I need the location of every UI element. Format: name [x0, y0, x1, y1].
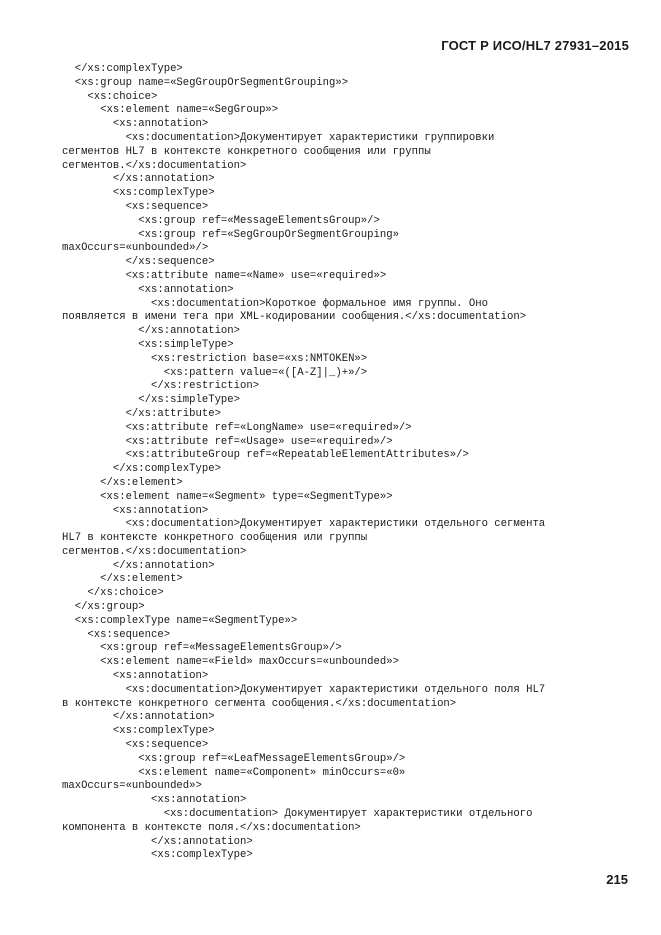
code-line: <xs:sequence>	[62, 739, 209, 752]
code-line: </xs:simpleType>	[62, 394, 241, 407]
code-line: <xs:documentation>Короткое формальное имя группы. Оно	[62, 297, 488, 310]
code-line: </xs:annotation>	[62, 559, 215, 572]
code-line: <xs:group ref=«LeafMessageElementsGroup»/>	[62, 752, 406, 765]
code-line: <xs:documentation>Документирует характеристики отдельного поля HL7	[62, 683, 546, 696]
document-header: ГОСТ Р ИСО/HL7 27931–2015	[441, 38, 629, 53]
code-line: maxOccurs=«unbounded»>	[62, 780, 202, 793]
code-line: <xs:complexType>	[62, 187, 215, 200]
code-line: <xs:group ref=«MessageElementsGroup»/>	[62, 642, 342, 655]
code-line: <xs:sequence>	[62, 628, 171, 641]
code-line: <xs:annotation>	[62, 504, 209, 517]
code-line: <xs:element name=«Component» minOccurs=«0»	[62, 766, 406, 779]
code-line: <xs:attributeGroup ref=«RepeatableElementAttributes»/>	[62, 449, 469, 462]
code-line: <xs:annotation>	[62, 283, 234, 296]
page-number: 215	[606, 872, 628, 887]
code-line: </xs:annotation>	[62, 835, 253, 848]
code-line: компонента в контексте поля.</xs:documentation>	[62, 821, 361, 834]
code-line: <xs:group ref=«MessageElementsGroup»/>	[62, 214, 380, 227]
code-line: </xs:element>	[62, 573, 183, 586]
code-line: <xs:choice>	[62, 90, 158, 103]
code-line: <xs:restriction base=«xs:NMTOKEN»>	[62, 352, 368, 365]
code-line: maxOccurs=«unbounded»/>	[62, 242, 209, 255]
code-line: в контексте конкретного сегмента сообщения.</xs:documentation>	[62, 697, 457, 710]
code-line: </xs:element>	[62, 476, 183, 489]
code-line: <xs:attribute ref=«Usage» use=«required»/>	[62, 435, 393, 448]
code-line: <xs:annotation>	[62, 794, 247, 807]
code-line: появляется в имени тега при XML-кодировании сообщения.</xs:documentation>	[62, 311, 527, 324]
code-line: </xs:annotation>	[62, 325, 241, 338]
code-line: сегментов.</xs:documentation>	[62, 159, 247, 172]
code-line: <xs:attribute ref=«LongName» use=«required»/>	[62, 421, 412, 434]
code-line: сегментов HL7 в контексте конкретного сообщения или группы	[62, 145, 431, 158]
code-line: <xs:attribute name=«Name» use=«required»>	[62, 269, 387, 282]
code-line: <xs:group ref=«SegGroupOrSegmentGrouping»	[62, 228, 399, 241]
code-line: <xs:complexType>	[62, 849, 253, 862]
code-line: <xs:pattern value=«([A-Z]|_)+»/>	[62, 366, 368, 379]
code-line: <xs:sequence>	[62, 200, 209, 213]
code-line: HL7 в контексте конкретного сообщения или группы	[62, 532, 368, 545]
code-line: <xs:group name=«SegGroupOrSegmentGrouping»>	[62, 76, 349, 89]
code-line: <xs:element name=«Segment» type=«SegmentType»>	[62, 490, 393, 503]
code-line: <xs:element name=«SegGroup»>	[62, 104, 279, 117]
code-line: </xs:restriction>	[62, 380, 260, 393]
code-line: </xs:choice>	[62, 587, 164, 600]
code-line: <xs:element name=«Field» maxOccurs=«unbounded»>	[62, 656, 399, 669]
xml-schema-code-block	[62, 63, 642, 863]
code-line: <xs:documentation> Документирует характеристики отдельного	[62, 808, 533, 821]
code-line: </xs:group>	[62, 601, 145, 614]
code-line: <xs:annotation>	[62, 118, 209, 131]
code-line: <xs:complexType>	[62, 725, 215, 738]
code-line: <xs:documentation>Документирует характеристики группировки	[62, 131, 495, 144]
code-line: <xs:simpleType>	[62, 338, 234, 351]
code-line: </xs:complexType>	[62, 63, 183, 75]
code-line: </xs:complexType>	[62, 463, 221, 476]
code-line: сегментов.</xs:documentation>	[62, 545, 247, 558]
code-line: <xs:documentation>Документирует характеристики отдельного сегмента	[62, 518, 546, 531]
code-line: <xs:annotation>	[62, 670, 209, 683]
code-line: <xs:complexType name=«SegmentType»>	[62, 614, 298, 627]
code-line: </xs:attribute>	[62, 407, 221, 420]
code-line: </xs:annotation>	[62, 173, 215, 186]
code-line: </xs:sequence>	[62, 256, 215, 269]
code-line: </xs:annotation>	[62, 711, 215, 724]
